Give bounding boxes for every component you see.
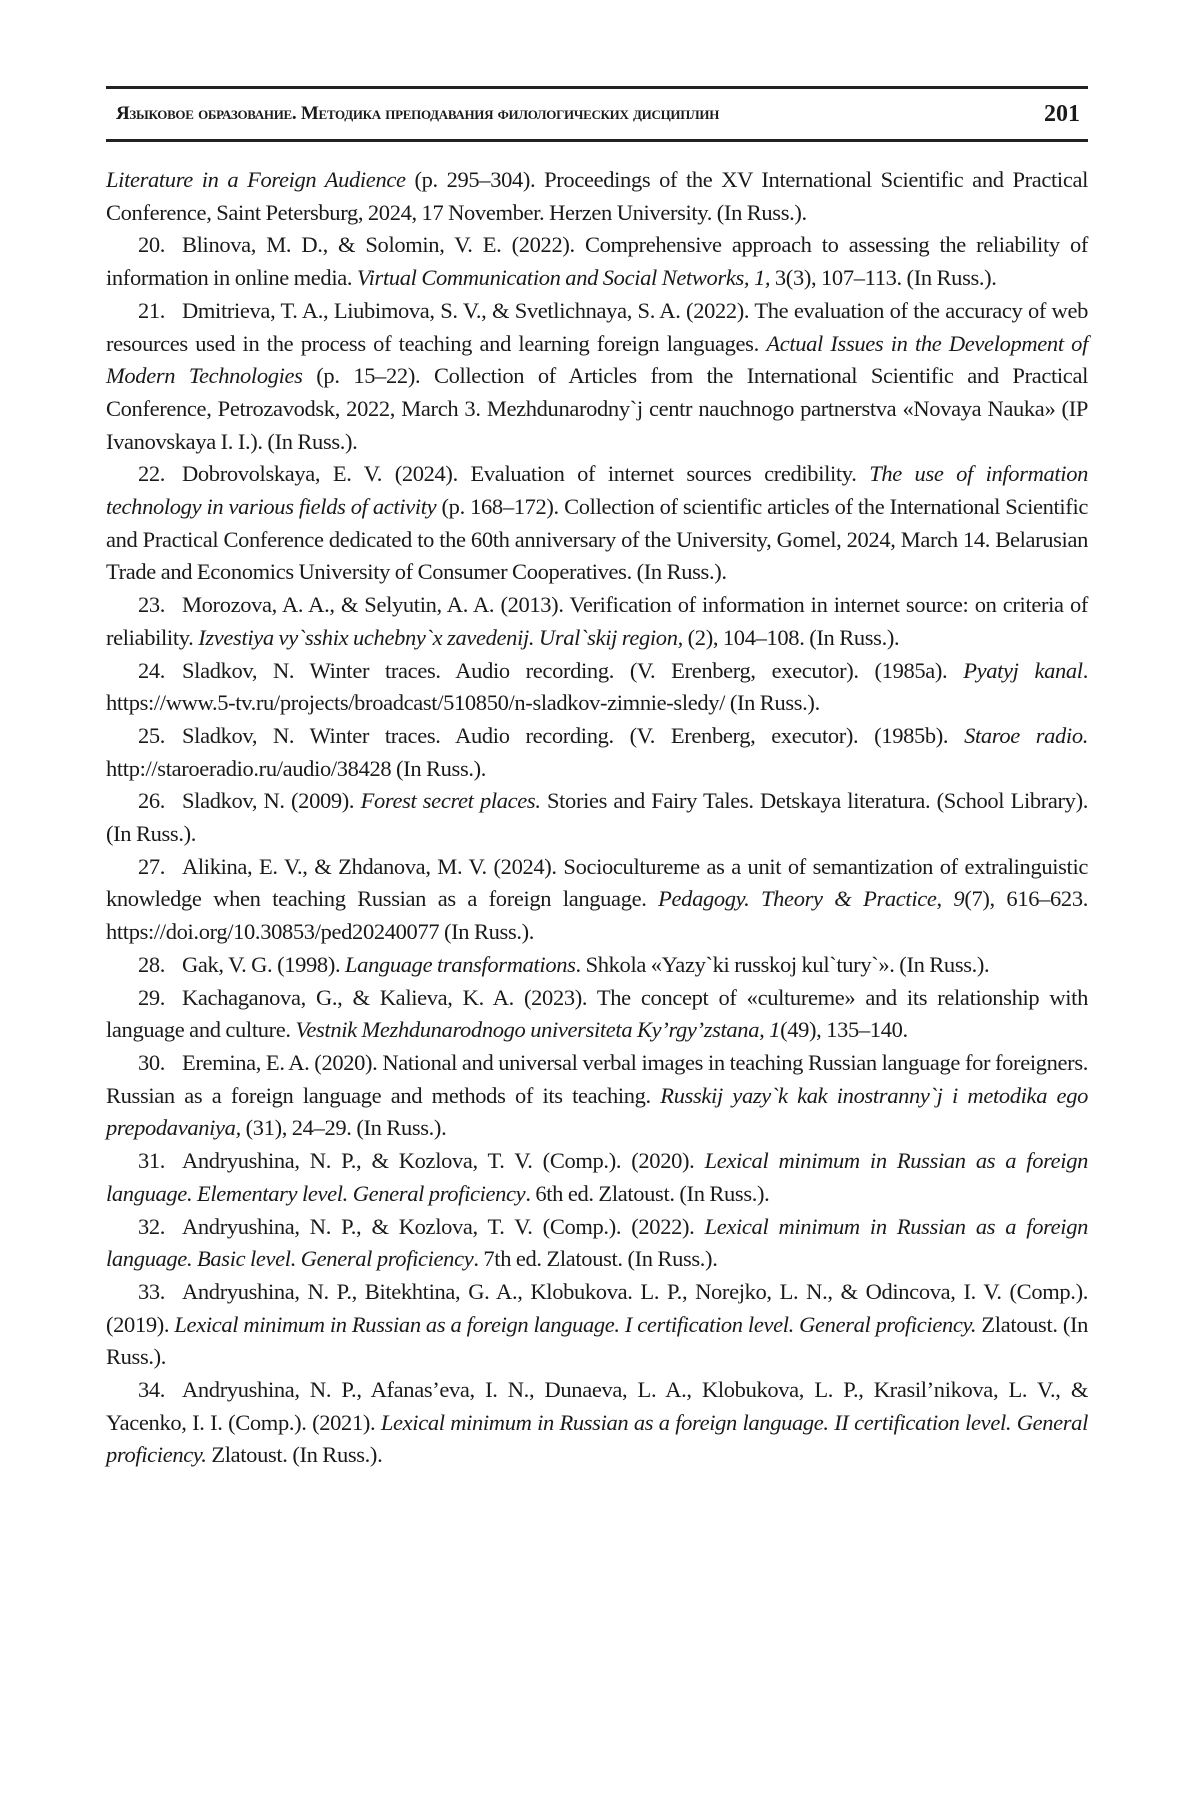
reference-italic-text: Lexical minimum in Russian as a foreign language. I certification level. General proficiency. (174, 1312, 976, 1337)
reference-text: . Shkola «Yazy`ki russkoj kul`tury`». (In Russ.). (576, 952, 990, 977)
reference-text: Kachaganova, G., & Kalieva, K. A. (2023). The concept of «cultureme» and its relationship with language and culture. (106, 985, 1088, 1043)
reference-text: (p. 295–304). Proceedings of the XV International Scientific and Practical Conference, Saint Petersburg, 2024, 17 November. Herzen University. (In Russ.). (106, 167, 1088, 225)
reference-number: 24. (138, 655, 182, 688)
reference-number: 28. (138, 949, 182, 982)
reference-number: 31. (138, 1145, 182, 1178)
reference-text: Alikina, E. V., & Zhdanova, M. V. (2024). Sociocultureme as a unit of semantization of extralinguistic knowledge when teaching Russian as a foreign language. (106, 854, 1088, 912)
page-number: 201 (1044, 101, 1088, 128)
reference-entry (106, 229, 1088, 294)
reference-entry (106, 1211, 1088, 1276)
reference-number: 34. (138, 1374, 182, 1407)
reference-italic-text: The use of information technology in various fields of activity (106, 461, 1088, 519)
reference-text: Andryushina, N. P., Afanas’eva, I. N., Dunaeva, L. A., Klobukova, L. P., Krasil’nikova, L. V., & Yacenko, I. I. (Comp.). (2021). (106, 1377, 1088, 1435)
reference-list (106, 164, 1088, 1472)
reference-text: Dmitrieva, T. A., Liubimova, S. V., & Svetlichnaya, S. A. (2022). The evaluation of the accuracy of web resources used in the process of teaching and learning foreign languages. (106, 298, 1088, 356)
reference-number: 22. (138, 458, 182, 491)
reference-entry (106, 720, 1088, 785)
reference-text: Zlatoust. (In Russ.). (106, 1312, 1088, 1370)
reference-text: 3(3), 107–113. (In Russ.). (770, 265, 996, 290)
reference-text: Andryushina, N. P., & Kozlova, T. V. (Comp.). (2020). (182, 1148, 705, 1173)
reference-entry (106, 589, 1088, 654)
reference-entry (106, 295, 1088, 459)
reference-italic-text: Lexical minimum in Russian as a foreign language. II certification level. General proficiency. (106, 1410, 1088, 1468)
reference-entry (106, 949, 1088, 982)
reference-entry (106, 851, 1088, 949)
reference-text: Sladkov, N. (2009). (182, 788, 361, 813)
reference-text: Stories and Fairy Tales. Detskaya literatura. (School Library). (In Russ.). (106, 788, 1088, 846)
reference-italic-text: Actual Issues in the Development of Modern Technologies (106, 331, 1088, 389)
reference-text: . https://www.5-tv.ru/projects/broadcast/510850/n-sladkov-zimnie-sledy/ (In Russ.). (106, 658, 1088, 716)
reference-italic-text: Literature in a Foreign Audience (106, 167, 406, 192)
reference-entry (106, 1145, 1088, 1210)
reference-entry (106, 458, 1088, 589)
reference-text: Sladkov, N. Winter traces. Audio recording. (V. Erenberg, executor). (1985a). (182, 658, 963, 683)
reference-text: . 6th ed. Zlatoust. (In Russ.). (525, 1181, 769, 1206)
reference-italic-text: Lexical minimum in Russian as a foreign language. Basic level. General proficiency (106, 1214, 1088, 1272)
reference-text: (7), 616–623. https://doi.org/10.30853/ped20240077 (In Russ.). (106, 886, 1088, 944)
reference-text: (31), 24–29. (In Russ.). (241, 1115, 446, 1140)
reference-text: (p. 15–22). Collection of Articles from the International Scientific and Practical Conference, Petrozavodsk, 2022, March 3. Mezhdunarodny`j centr nauchnogo partnerstva «Novaya Nauka» (IP Ivanovskaya I. I.). (In Russ.). (106, 363, 1088, 453)
journal-section-title: Языковое образование. Методика преподавания филологических дисциплин (106, 103, 719, 125)
reference-italic-text: Russkij yazy`k kak inostranny`j i metodika ego prepodavaniya, (106, 1083, 1088, 1141)
reference-text: Blinova, M. D., & Solomin, V. E. (2022). Comprehensive approach to assessing the reliability of information in online media. (106, 232, 1088, 290)
reference-text: Dobrovolskaya, E. V. (2024). Evaluation of internet sources credibility. (182, 461, 869, 486)
reference-text: Morozova, A. A., & Selyutin, A. A. (2013). Verification of information in internet source: on criteria of reliability. (106, 592, 1088, 650)
reference-italic-text: Forest secret places. (361, 788, 541, 813)
reference-italic-text: Izvestiya vy`sshix uchebny`x zavedenij. Ural`skij region, (198, 625, 683, 650)
reference-text: , (937, 886, 954, 911)
reference-italic-text: Vestnik Mezhdunarodnogo universiteta Ky’rgy’zstana, 1 (295, 1017, 780, 1042)
reference-number: 21. (138, 295, 182, 328)
reference-italic-text: Lexical minimum in Russian as a foreign language. Elementary level. General proficiency (106, 1148, 1088, 1206)
reference-italic-text: Virtual Communication and Social Networks, 1, (357, 265, 770, 290)
reference-italic-text: Pedagogy. Theory & Practice (658, 886, 936, 911)
running-header (106, 86, 1088, 142)
reference-text: Andryushina, N. P., Bitekhtina, G. A., Klobukova. L. P., Norejko, L. N., & Odincova, I. V. (Comp.). (2019). (106, 1279, 1088, 1337)
reference-entry (106, 655, 1088, 720)
reference-number: 26. (138, 785, 182, 818)
reference-entry (106, 1374, 1088, 1472)
reference-text: Sladkov, N. Winter traces. Audio recording. (V. Erenberg, executor). (1985b). (182, 723, 964, 748)
reference-text: Eremina, E. A. (2020). National and universal verbal images in teaching Russian language for foreigners. Russian as a foreign language and methods of its teaching. (106, 1050, 1088, 1108)
reference-text: . 7th ed. Zlatoust. (In Russ.). (473, 1246, 717, 1271)
reference-italic-text: 9 (953, 886, 964, 911)
reference-entry (106, 785, 1088, 850)
reference-italic-text: Staroe radio. (964, 723, 1088, 748)
reference-number: 20. (138, 229, 182, 262)
reference-number: 27. (138, 851, 182, 884)
reference-text: (2), 104–108. (In Russ.). (683, 625, 899, 650)
reference-number: 32. (138, 1211, 182, 1244)
reference-italic-text: Language transformations (345, 952, 576, 977)
reference-number: 23. (138, 589, 182, 622)
reference-entry (106, 164, 1088, 229)
reference-number: 33. (138, 1276, 182, 1309)
reference-entry (106, 1047, 1088, 1145)
reference-number: 29. (138, 982, 182, 1015)
reference-text: (p. 168–172). Collection of scientific articles of the International Scientific and Practical Conference dedicated to the 60th anniversary of the University, Gomel, 2024, March 14. Belarusian Trade and Economics University of Consumer Cooperatives. (In Russ.). (106, 494, 1088, 584)
reference-text: http://staroeradio.ru/audio/38428 (In Russ.). (106, 756, 486, 781)
reference-italic-text: Pyatyj kanal (963, 658, 1083, 683)
reference-entry (106, 1276, 1088, 1374)
reference-text: Andryushina, N. P., & Kozlova, T. V. (Comp.). (2022). (182, 1214, 705, 1239)
reference-number: 25. (138, 720, 182, 753)
reference-text: Zlatoust. (In Russ.). (207, 1442, 383, 1467)
reference-text: (49), 135–140. (780, 1017, 908, 1042)
reference-number: 30. (138, 1047, 182, 1080)
reference-text: Gak, V. G. (1998). (182, 952, 345, 977)
reference-entry (106, 982, 1088, 1047)
